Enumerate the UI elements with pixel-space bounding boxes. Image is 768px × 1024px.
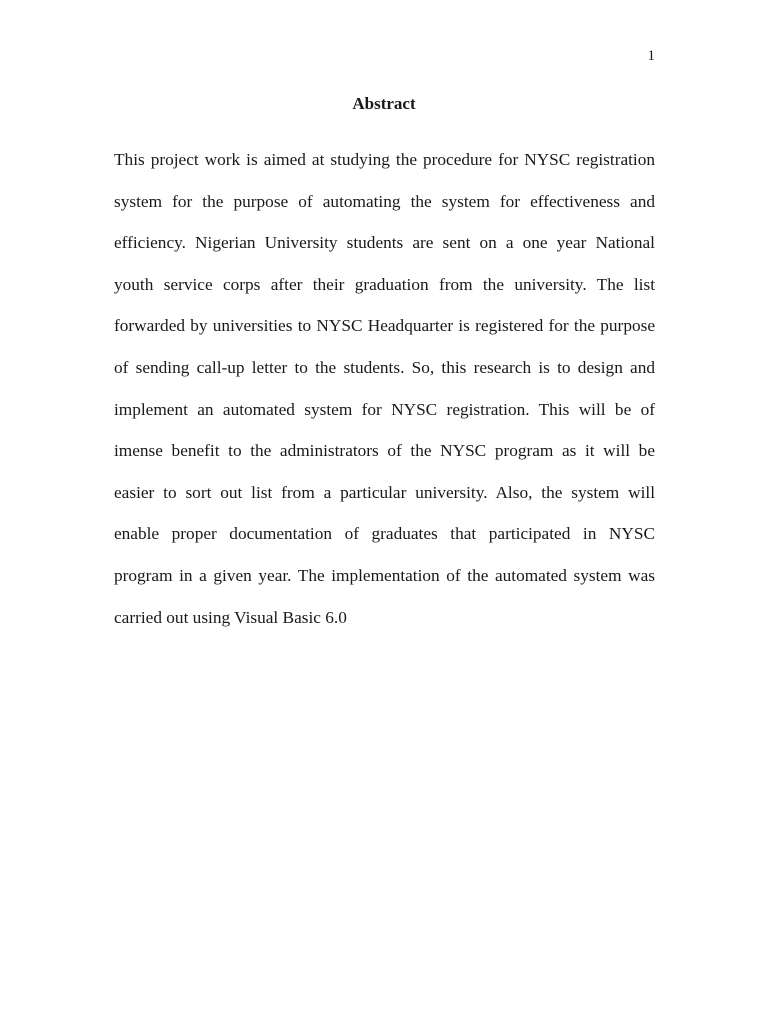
paragraph-line: program in a given year. The implementation of the automated system was	[114, 565, 655, 585]
paragraph-line: easier to sort out list from a particular university. Also, the system will	[114, 482, 655, 502]
paragraph-line: imense benefit to the administrators of the NYSC program as it will be	[114, 441, 655, 461]
paragraph-line: youth service corps after their graduation from the university. The list	[114, 274, 655, 294]
paragraph-line: of sending call-up letter to the students. So, this research is to design and	[114, 357, 655, 377]
abstract-heading: Abstract	[352, 94, 416, 113]
paragraph-line: carried out using Visual Basic 6.0	[114, 607, 347, 627]
paragraph-line: system for the purpose of automating the system for effectiveness and	[114, 191, 655, 211]
paragraph-line: implement an automated system for NYSC registration. This will be of	[114, 399, 655, 419]
abstract-paragraph	[114, 139, 655, 638]
paragraph-line: efficiency. Nigerian University students are sent on a one year National	[114, 233, 655, 253]
paragraph-line: forwarded by universities to NYSC Headquarter is registered for the purpose	[114, 316, 655, 336]
paragraph-line: enable proper documentation of graduates that participated in NYSC	[114, 524, 655, 544]
page-number: 1	[647, 48, 655, 64]
paragraph-line: This project work is aimed at studying the procedure for NYSC registration	[114, 150, 655, 169]
